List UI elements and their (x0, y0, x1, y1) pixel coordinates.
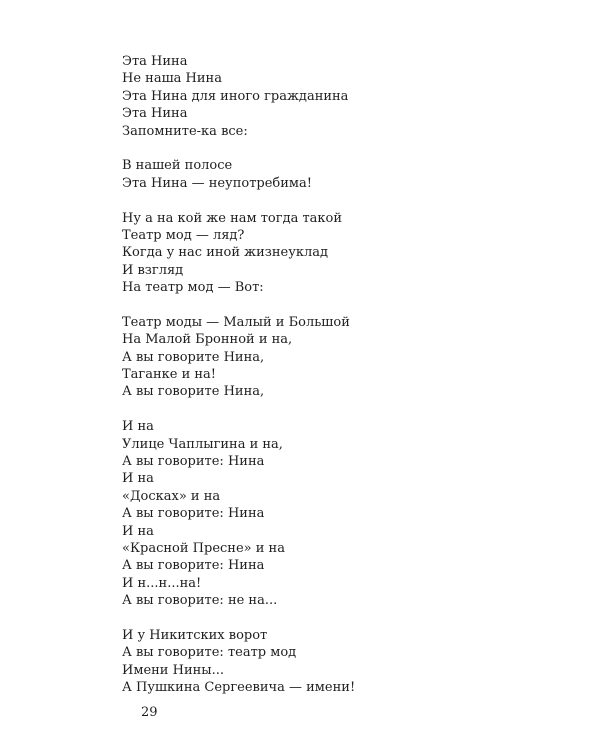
poem-line: Не наша Нина (122, 71, 222, 87)
stanza (122, 157, 355, 192)
poem-line: «Красной Пресне» и на (122, 540, 285, 556)
stanza (122, 418, 355, 609)
page-number: 29 (141, 705, 158, 720)
poem-line: На Малой Бронной и на, (122, 332, 293, 348)
poem-line: В нашей полосе (122, 158, 233, 174)
poem-line: А вы говорите Нина, (122, 384, 265, 400)
poem-line: На театр мод — Вот: (122, 280, 264, 296)
poem-line: А вы говорите: театр мод (122, 645, 297, 661)
poem-line: А вы говорите: Нина (122, 453, 265, 469)
poem-line: Эта Нина (122, 106, 188, 122)
poem-line: И на (122, 523, 154, 539)
poem-line: Эта Нина (122, 54, 188, 69)
poem-line: И н...н...на! (122, 575, 202, 591)
poem-line: И на (122, 419, 154, 435)
poem-line: Ну а на кой же нам тогда такой (122, 210, 343, 226)
poem-line: И на (122, 471, 154, 487)
poem-line: И взгляд (122, 262, 184, 278)
poem-line: Улице Чаплыгина и на, (122, 436, 283, 452)
stanza (122, 210, 355, 297)
stanza (122, 627, 355, 697)
poem-line: А вы говорите: Нина (122, 506, 265, 522)
poem-line: И у Никитских ворот (122, 627, 268, 643)
stanza (122, 314, 355, 401)
poem-line: Когда у нас иной жизнеуклад (122, 245, 329, 261)
poem-line: Эта Нина — неупотребима! (122, 175, 312, 191)
poem-line: А вы говорите: Нина (122, 558, 265, 574)
poem-line: А вы говорите: не на... (122, 593, 278, 609)
stanza (122, 53, 355, 140)
poem-line: Таганке и на! (122, 367, 217, 383)
poem-line: Театр моды — Малый и Большой (122, 314, 350, 330)
poem-text (122, 53, 355, 714)
poem-line: А Пушкина Сергеевича — имени! (122, 680, 356, 696)
poem-line: «Досках» и на (122, 488, 221, 504)
poem-line: Имени Нины... (122, 662, 225, 678)
poem-line: Эта Нина для иного гражданина (122, 88, 349, 104)
poem-line: А вы говорите Нина, (122, 349, 265, 365)
poem-line: Театр мод — ляд? (122, 227, 245, 243)
poem-line: Запомните-ка все: (122, 123, 248, 139)
